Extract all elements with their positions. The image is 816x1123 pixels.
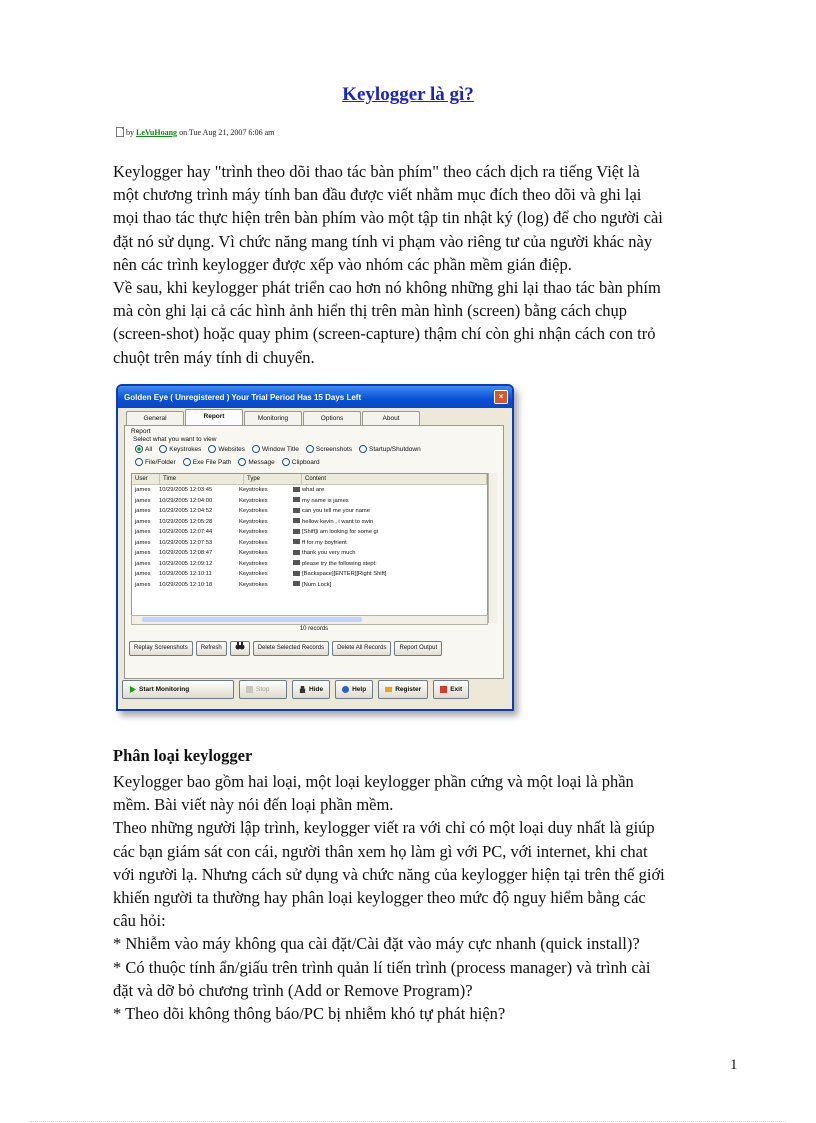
cell-content <box>293 485 487 496</box>
cell-type: Keystrokes <box>239 529 268 535</box>
keyboard-icon <box>293 571 300 576</box>
paragraph-line: với người lạ. Nhưng cách sử dụng và chức năng của keylogger hiện tại trên thế giới <box>113 864 665 884</box>
tab-monitoring: Monitoring <box>244 411 302 425</box>
cell-time: 10/29/2005 12:07:44 <box>159 529 213 535</box>
radio-selected-icon <box>135 445 143 453</box>
keyboard-icon <box>293 518 300 523</box>
cell-content <box>293 506 487 517</box>
column-header-time: Time <box>160 474 244 484</box>
register-button <box>378 680 428 699</box>
paragraph-line: * Có thuộc tính ẩn/giấu trên trình quản lí tiến trình (process manager) và trình cài <box>113 957 651 977</box>
radio-startup-shutdown <box>359 445 421 453</box>
delete-all-records-button: Delete All Records <box>332 641 391 656</box>
action-button-row <box>129 641 442 656</box>
cell-content <box>293 538 487 549</box>
content-text: [Backspace][ENTER][Right Shift] <box>302 571 387 577</box>
table-row <box>132 517 487 528</box>
button-label: Exit <box>450 686 463 693</box>
exit-icon <box>440 686 447 693</box>
table-row <box>132 580 487 591</box>
cell-content <box>293 569 487 580</box>
cell-content <box>293 559 487 570</box>
group-sublabel: Select what you want to view <box>133 436 217 443</box>
table-row <box>132 559 487 570</box>
radio-label: Websites <box>218 445 246 453</box>
paragraph-line: Keylogger bao gồm hai loại, một loại keylogger phần cứng và một loại là phần <box>113 772 634 791</box>
intro-paragraph <box>113 160 743 369</box>
radio-screenshots <box>306 445 352 453</box>
button-label: Start Monitoring <box>139 686 190 693</box>
cell-content <box>293 548 487 559</box>
paragraph-line: * Nhiễm vào máy không qua cài đặt/Cài đặt vào máy cực nhanh (quick install)? <box>113 934 640 954</box>
scrollbar-thumb <box>142 617 362 622</box>
radio-all <box>135 445 152 453</box>
paragraph-line: khiến người ta thường hay phân loại keylogger theo mức độ nguy hiểm bằng các <box>113 888 646 908</box>
hide-icon <box>299 686 306 693</box>
stop-icon <box>246 686 253 693</box>
cell-user: james <box>135 560 151 567</box>
radio-clipboard <box>282 458 320 466</box>
radio-icon <box>208 445 216 453</box>
content-text: what are <box>302 487 325 493</box>
cell-time: 10/29/2005 12:10:11 <box>159 571 212 577</box>
paragraph-line: mọi thao tác thực hiện trên bàn phím vào một tập tin nhật ký (log) để cho người cài <box>113 208 663 228</box>
window-title: Golden Eye ( Unregistered ) Your Trial Period Has 15 Days Left <box>124 392 362 402</box>
radio-icon <box>238 458 246 466</box>
radio-websites <box>208 445 245 453</box>
article-title[interactable]: Keylogger là gì? <box>342 84 474 105</box>
cell-time: 10/29/2005 12:08:47 <box>159 550 213 556</box>
start-monitoring-button <box>122 680 234 699</box>
column-header-user: User <box>132 474 160 484</box>
radio-label: Message <box>248 458 275 466</box>
replay-screenshots-button: Replay Screenshots <box>129 641 193 656</box>
keyboard-icon <box>293 508 300 513</box>
paragraph-line: chuột trên máy tính di chuyển. <box>113 347 315 367</box>
cell-user: james <box>135 581 151 588</box>
cell-time: 10/29/2005 12:05:28 <box>159 518 213 525</box>
record-count: 10 records <box>299 626 329 632</box>
cell-content <box>293 517 487 528</box>
cell-time: 10/29/2005 12:04:00 <box>159 497 213 504</box>
radio-file-folder <box>135 458 176 466</box>
content-text: thank you very much <box>302 550 356 556</box>
tab-options: Options <box>303 411 361 425</box>
paragraph-line: đặt nó sử dụng. Vì chức năng mang tính vi phạm vào riêng tư của người khác này <box>113 231 653 251</box>
radio-label: Screenshots <box>315 445 353 453</box>
content-text: my name is james <box>302 497 349 504</box>
cell-user: james <box>135 487 151 493</box>
paragraph-line: * Theo dõi không thông báo/PC bị nhiễm khó tự phát hiện? <box>113 1004 506 1024</box>
paragraph-line: câu hỏi: <box>113 911 166 931</box>
bottom-button-row <box>122 680 469 699</box>
footer-divider <box>30 1121 786 1122</box>
radio-icon <box>306 445 314 453</box>
cell-time: 10/29/2005 12:09:12 <box>159 560 213 567</box>
play-icon <box>129 686 136 693</box>
close-icon: × <box>494 390 508 404</box>
content-text: hellow kevin , i want to swin <box>302 518 374 525</box>
cell-user: james <box>135 497 151 504</box>
paragraph-line: một chương trình máy tính ban đầu được viết nhằm mục đích theo dõi và ghi lại <box>113 185 642 205</box>
cell-time: 10/29/2005 12:04:52 <box>159 508 213 514</box>
cell-time: 10/29/2005 12:07:53 <box>159 539 213 546</box>
report-panel <box>124 425 504 679</box>
paragraph-line: mềm. Bài viết này nói đến loại phần mềm. <box>113 795 394 815</box>
section-heading: Phân loại keylogger <box>113 746 253 765</box>
window-titlebar <box>118 386 512 408</box>
report-output-button: Report Output <box>394 641 442 656</box>
table-row <box>132 496 487 507</box>
cell-type: Keystrokes <box>239 560 268 567</box>
table-row <box>132 527 487 538</box>
button-label: Stop <box>256 686 270 693</box>
vertical-scrollbar <box>488 473 497 623</box>
cell-time: 10/29/2005 12:10:18 <box>159 581 213 588</box>
paragraph-line: đặt và dỡ bỏ chương trình (Add or Remove Program)? <box>113 980 473 1000</box>
cell-content <box>293 580 487 591</box>
golden-eye-screenshot <box>116 384 514 711</box>
table-header <box>132 474 487 485</box>
radio-keystrokes <box>159 445 201 453</box>
cell-user: james <box>135 529 151 535</box>
paragraph-line: Theo những người lập trình, keylogger viết ra với chỉ có một loại duy nhất là giúp <box>113 818 655 838</box>
radio-label: Clipboard <box>291 458 320 466</box>
radio-icon <box>359 445 367 453</box>
button-label: Register <box>395 686 422 693</box>
register-icon <box>385 686 392 693</box>
cell-type: Keystrokes <box>239 539 268 546</box>
tab-about: About <box>362 411 420 425</box>
radio-label: File/Folder <box>145 458 176 466</box>
delete-selected-records-button: Delete Selected Records <box>253 641 329 656</box>
content-text: [Shift]i am looking for some gi <box>302 529 379 535</box>
content-text: can you tell me your name <box>302 508 370 514</box>
keyboard-icon <box>293 550 300 555</box>
table-row <box>132 485 487 496</box>
document-icon <box>116 127 124 137</box>
cell-user: james <box>135 518 151 525</box>
page-number: 1 <box>730 1057 738 1073</box>
binoculars-icon <box>230 641 250 656</box>
refresh-button: Refresh <box>196 641 227 656</box>
keyboard-icon <box>293 497 300 502</box>
paragraph-line: các bạn giám sát con cái, người thân xem họ làm gì với PC, với internet, khi chat <box>113 841 648 861</box>
radio-message <box>238 458 274 466</box>
cell-content <box>293 496 487 507</box>
radio-label: Window Title <box>262 445 299 453</box>
help-icon <box>342 686 349 693</box>
cell-time: 10/29/2005 12:03:45 <box>159 487 213 493</box>
cell-type: Keystrokes <box>239 571 268 577</box>
cell-content <box>293 527 487 538</box>
keyboard-icon <box>293 539 300 544</box>
keyboard-icon <box>293 529 300 534</box>
stop-button <box>239 680 287 699</box>
cell-type: Keystrokes <box>239 518 268 525</box>
content-text: [Num Lock] <box>302 581 332 588</box>
group-label: Report <box>131 428 151 435</box>
button-label: Help <box>352 686 367 693</box>
radio-label: Keystrokes <box>169 445 202 453</box>
table-row <box>132 538 487 549</box>
paragraph-line: Keylogger hay "trình theo dõi thao tác bàn phím" theo cách dịch ra tiếng Việt là <box>113 162 640 181</box>
radio-label: All <box>145 445 153 453</box>
filter-radios-row2 <box>135 458 320 466</box>
help-button <box>335 680 373 699</box>
cell-type: Keystrokes <box>239 581 268 588</box>
tab-strip <box>126 411 420 425</box>
table-row <box>132 569 487 580</box>
cell-user: james <box>135 550 151 556</box>
cell-user: james <box>135 539 151 546</box>
radio-label: Startup/Shutdown <box>369 445 421 453</box>
paragraph-line: (screen-shot) hoặc quay phim (screen-capture) thậm chí còn ghi nhận cách con trỏ <box>113 324 656 344</box>
cell-type: Keystrokes <box>239 508 268 514</box>
tab-report: Report <box>185 409 243 425</box>
radio-icon <box>159 445 167 453</box>
radio-icon <box>183 458 191 466</box>
cell-type: Keystrokes <box>239 497 268 504</box>
hide-button <box>292 680 330 699</box>
paragraph-line: Về sau, khi keylogger phát triển cao hơn nó không những ghi lại thao tác bàn phím <box>113 278 661 298</box>
keyboard-icon <box>293 581 300 586</box>
author-link[interactable]: LeVuHoang <box>136 127 178 137</box>
content-text: please try the following stept: <box>302 560 377 567</box>
table-row <box>132 548 487 559</box>
radio-label: Exe File Path <box>192 458 232 466</box>
radio-window-title <box>252 445 299 453</box>
cell-user: james <box>135 508 151 514</box>
column-header-content: Content <box>302 474 487 484</box>
table-row <box>132 506 487 517</box>
post-date: on Tue Aug 21, 2007 6:06 am <box>179 127 275 137</box>
section-paragraph <box>113 770 743 1025</box>
radio-icon <box>135 458 143 466</box>
byline <box>116 127 274 137</box>
cell-type: Keystrokes <box>239 550 268 556</box>
byline-prefix: by <box>126 127 134 137</box>
tab-general: General <box>126 411 184 425</box>
cell-user: james <box>135 571 151 577</box>
paragraph-line: nên các trình keylogger được xếp vào nhóm các phần mềm gián điệp. <box>113 254 572 274</box>
radio-icon <box>252 445 260 453</box>
radio-exe-file-path <box>183 458 232 466</box>
paragraph-line: mà còn ghi lại cả các hình ảnh hiển thị trên màn hình (screen) bằng cách chụp <box>113 301 628 321</box>
radio-icon <box>282 458 290 466</box>
exit-button <box>433 680 469 699</box>
column-header-type: Type <box>244 474 302 484</box>
records-table <box>131 473 488 617</box>
filter-radios-row1 <box>135 445 421 453</box>
keyboard-icon <box>293 487 300 492</box>
button-label: Hide <box>309 686 324 693</box>
keyboard-icon <box>293 560 300 565</box>
content-text: ff for my boyfrient <box>302 539 347 546</box>
horizontal-scrollbar <box>131 615 488 625</box>
cell-type: Keystrokes <box>239 487 268 493</box>
